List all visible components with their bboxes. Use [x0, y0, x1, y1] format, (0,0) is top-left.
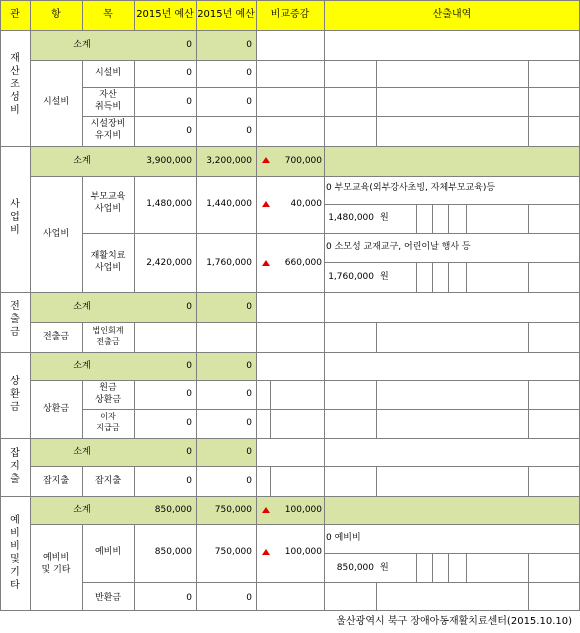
grid-line [466, 262, 467, 292]
hang-asset: 시설비 [42, 97, 70, 107]
grid-line [376, 380, 377, 438]
increase-marker-icon [262, 260, 270, 266]
mok-equip-maint: 시설장비 유지비 [90, 119, 126, 141]
increase-marker-icon [262, 157, 270, 163]
subtotal-a-asset: 0 [186, 40, 192, 50]
grid-line [0, 146, 580, 147]
subtotal-a-reserve: 850,000 [154, 505, 192, 515]
hang-transfer: 전출금 [42, 332, 70, 342]
grid-line [528, 380, 529, 438]
amount-b-misc: 0 [246, 476, 252, 486]
gwan-transfer: 전 출 금 [10, 301, 20, 338]
amount-a-reserve-fund: 850,000 [154, 547, 192, 557]
grid-line [82, 60, 83, 146]
subtotal-b-reserve: 750,000 [214, 505, 252, 515]
footer-source: 울산광역시 북구 장애아동재활치료센터(2015.10.10) [336, 616, 572, 627]
grid-line [416, 262, 417, 292]
amount-b-facility: 0 [246, 68, 252, 78]
grid-line [270, 466, 271, 496]
mok-corp-transfer: 법인회계 전출금 [92, 326, 124, 346]
hang-business: 사업비 [42, 229, 70, 239]
grid-line [134, 60, 135, 146]
grid-line [134, 0, 135, 30]
amount-a-facility: 0 [186, 68, 192, 78]
amount-a-interest: 0 [186, 418, 192, 428]
header-calc: 산출내역 [432, 9, 472, 20]
diff-rehab: 660,000 [284, 258, 322, 268]
grid-line [82, 582, 580, 583]
grid-line [256, 0, 257, 610]
grid-line [528, 322, 529, 352]
calc-unit-reserve-fund: 원 [380, 563, 389, 573]
grid-line [416, 204, 417, 233]
grid-line [376, 60, 377, 146]
grid-line [324, 553, 580, 554]
grid-line [0, 438, 580, 439]
grid-line [466, 204, 467, 233]
amount-a-refund: 0 [186, 593, 192, 603]
grid-line [82, 380, 83, 438]
grid-line [134, 524, 135, 610]
amount-b-principal: 0 [246, 389, 252, 399]
header-mok: 목 [103, 9, 113, 20]
grid-line [82, 524, 83, 610]
grid-line [466, 553, 467, 582]
grid-line [324, 204, 580, 205]
increase-marker-icon [262, 507, 270, 513]
grid-line [30, 322, 580, 323]
grid-line [416, 553, 417, 582]
amount-b-equip-maint: 0 [246, 126, 252, 136]
hang-reserve: 예비비 및 기타 [41, 553, 71, 575]
grid-line [528, 204, 529, 233]
mok-interest: 이자 지급금 [96, 412, 120, 432]
subtotal-label-business: 소계 [73, 156, 91, 166]
amount-b-refund: 0 [246, 593, 252, 603]
increase-marker-icon [262, 549, 270, 555]
subtotal-b-transfer: 0 [246, 302, 252, 312]
grid-line [376, 582, 377, 610]
grid-line [0, 0, 580, 1]
subtotal-b-repay: 0 [246, 361, 252, 371]
detail-reserve-fund: 0 예비비 [326, 533, 361, 543]
subtotal-b-business: 3,200,000 [206, 156, 252, 166]
grid-line [30, 60, 580, 61]
subtotal-label-asset: 소계 [73, 40, 91, 50]
grid-line [134, 176, 135, 292]
amount-a-equip-maint: 0 [186, 126, 192, 136]
grid-line [82, 87, 580, 88]
header-gwan: 관 [10, 9, 20, 20]
grid-line [432, 204, 433, 233]
mok-asset-acquire: 자산 취득비 [94, 90, 122, 112]
grid-line [196, 0, 197, 610]
grid-line [376, 322, 377, 352]
subtotal-a-misc: 0 [186, 447, 192, 457]
grid-line [270, 380, 271, 438]
mok-principal: 원금 상환금 [94, 383, 122, 405]
mok-parent-edu: 부모교육 사업비 [90, 192, 126, 214]
detail-rehab: 0 소모성 교재교구, 어린이날 행사 등 [326, 242, 471, 252]
grid-line [30, 176, 580, 177]
grid-line [324, 0, 325, 610]
diff-reserve-fund: 100,000 [284, 547, 322, 557]
calc-unit-parent-edu: 원 [380, 213, 389, 223]
grid-line [30, 380, 580, 381]
grid-line [30, 0, 31, 610]
subtotal-a-business: 3,900,000 [146, 156, 192, 166]
gwan-reserve: 예 비 비 및 기 타 [10, 515, 20, 591]
header-budget-2015-b: 2015년 예산 [197, 9, 255, 20]
header-diff: 비교증감 [270, 9, 310, 20]
grid-line [134, 466, 135, 496]
detail-parent-edu: 0 부모교육(외부강사초빙, 자체부모교육)등 [326, 183, 496, 193]
mok-refund: 반환금 [94, 593, 122, 603]
grid-line [324, 262, 580, 263]
amount-b-asset-acquire: 0 [246, 97, 252, 107]
subtotal-a-repay: 0 [186, 361, 192, 371]
gwan-business: 사 업 비 [10, 199, 20, 236]
subtotal-b-asset: 0 [246, 40, 252, 50]
amount-a-parent-edu: 1,480,000 [146, 199, 192, 209]
amount-b-rehab: 1,760,000 [206, 258, 252, 268]
grid-line [134, 322, 135, 352]
grid-line [448, 553, 449, 582]
grid-line [432, 553, 433, 582]
subtotal-a-transfer: 0 [186, 302, 192, 312]
header-hang: 항 [51, 9, 61, 20]
grid-line [82, 409, 580, 410]
amount-b-parent-edu: 1,440,000 [206, 199, 252, 209]
grid-line [376, 466, 377, 496]
amount-a-principal: 0 [186, 389, 192, 399]
grid-line [0, 30, 580, 31]
hang-repay: 상환금 [42, 404, 70, 414]
amount-a-rehab: 2,420,000 [146, 258, 192, 268]
grid-line [528, 553, 529, 610]
grid-line [82, 322, 83, 352]
hang-misc: 잡지출 [42, 476, 70, 486]
gwan-repay: 상 환 금 [10, 376, 20, 413]
grid-line [528, 60, 529, 146]
calc-amount-rehab: 1,760,000 [328, 272, 374, 282]
grid-line [0, 496, 580, 497]
mok-reserve-fund: 예비비 [94, 547, 122, 557]
grid-line [82, 233, 580, 234]
subtotal-label-transfer: 소계 [73, 302, 91, 312]
diff-parent-edu: 40,000 [290, 199, 322, 209]
mok-misc: 잡지출 [94, 476, 122, 486]
grid-line [82, 116, 580, 117]
grid-line [432, 262, 433, 292]
calc-amount-parent-edu: 1,480,000 [328, 213, 374, 223]
calc-amount-reserve-fund: 850,000 [336, 563, 374, 573]
grid-line [528, 466, 529, 496]
mok-facility: 시설비 [94, 68, 122, 78]
grid-line [0, 0, 1, 610]
grid-line [82, 0, 83, 30]
grid-line [448, 262, 449, 292]
gwan-misc: 잡 지 출 [10, 448, 20, 485]
grid-line [0, 352, 580, 353]
subtotal-b-misc: 0 [246, 447, 252, 457]
calc-unit-rehab: 원 [380, 272, 389, 282]
grid-line [0, 610, 580, 611]
amount-a-asset-acquire: 0 [186, 97, 192, 107]
subtotal-label-misc: 소계 [73, 447, 91, 457]
grid-line [30, 466, 580, 467]
grid-line [0, 292, 580, 293]
grid-line [448, 204, 449, 233]
amount-b-reserve-fund: 750,000 [214, 547, 252, 557]
grid-line [134, 380, 135, 438]
amount-b-interest: 0 [246, 418, 252, 428]
grid-line [82, 176, 83, 292]
mok-rehab: 재활치료 사업비 [90, 251, 126, 273]
grid-line [528, 262, 529, 292]
grid-line [82, 466, 83, 496]
subtotal-diff-business: 700,000 [284, 156, 322, 166]
gwan-asset: 재 산 조 성 비 [10, 53, 20, 116]
subtotal-diff-reserve: 100,000 [284, 505, 322, 515]
header-budget-2015-a: 2015년 예산 [136, 9, 194, 20]
grid-line [30, 524, 580, 525]
subtotal-label-repay: 소계 [73, 361, 91, 371]
subtotal-label-reserve: 소계 [73, 505, 91, 515]
amount-a-misc: 0 [186, 476, 192, 486]
increase-marker-icon [262, 201, 270, 207]
